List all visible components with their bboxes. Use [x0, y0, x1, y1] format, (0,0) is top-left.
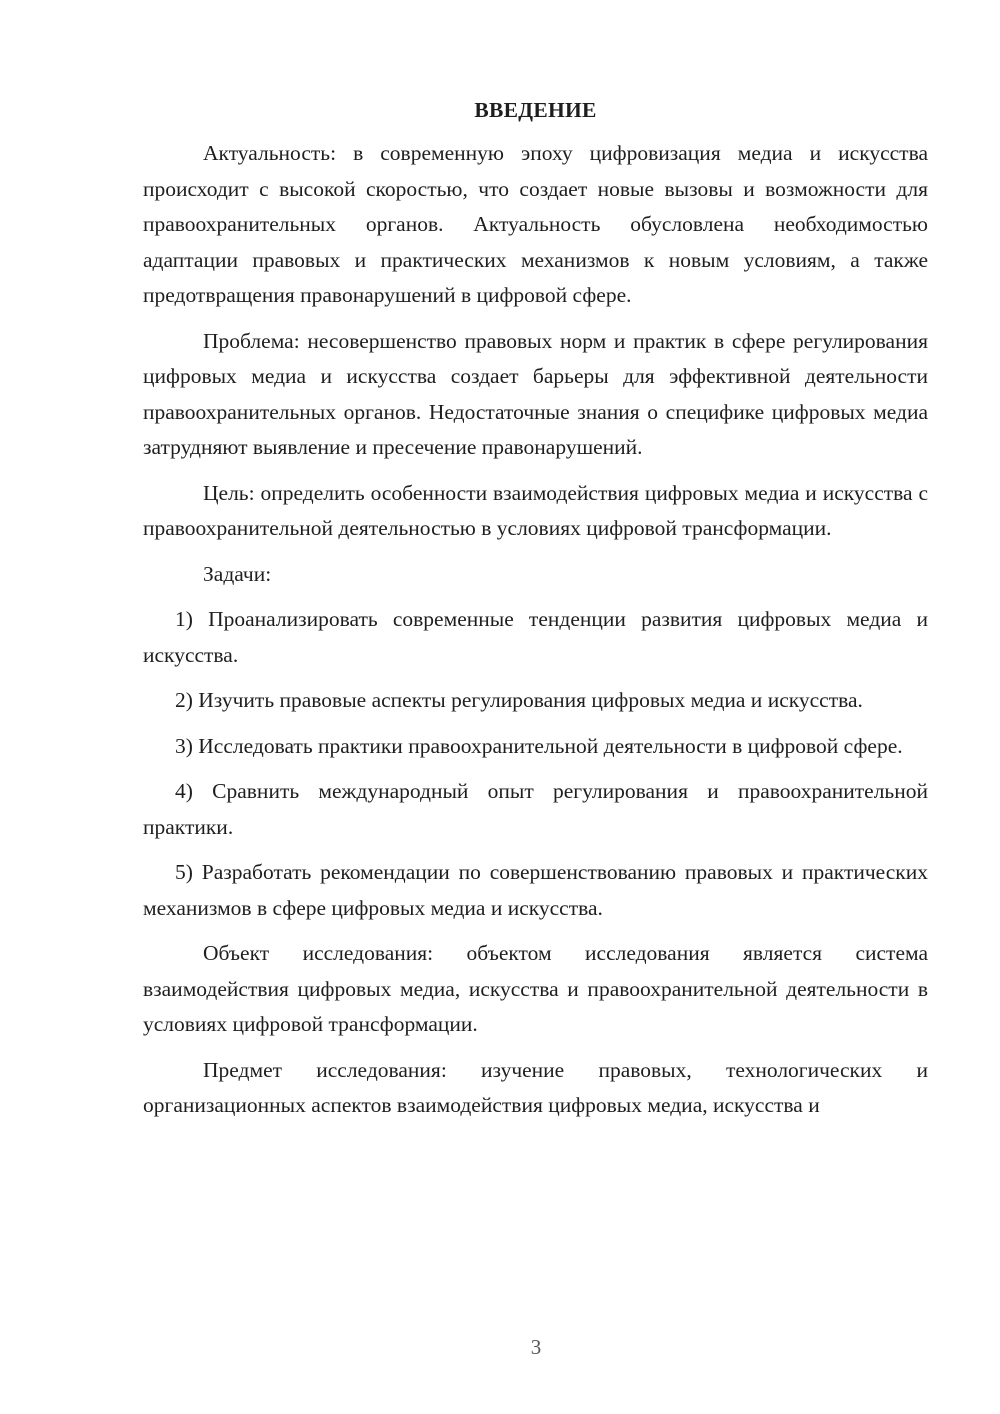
task-item-2: 2) Изучить правовые аспекты регулирования цифровых медиа и искусства. [175, 688, 863, 712]
paragraph-object: Объект исследования: объектом исследования является система взаимодействия цифровых медиа, искусства и правоохранительной деятельности в условиях цифровой трансформации. [143, 941, 928, 1036]
paragraph-problem: Проблема: несовершенство правовых норм и практик в сфере регулирования цифровых медиа и искусства создает барьеры для эффективной деятельности правоохранительных органов. Недостаточные знания о специфике цифровых медиа затрудняют выявление и пресечение правонарушений. [143, 328, 928, 459]
tasks-heading: Задачи: [203, 561, 272, 586]
page-title: ВВЕДЕНИЕ [474, 98, 597, 122]
page-content [143, 96, 928, 1134]
task-item-3: 3) Исследовать практики правоохранительной деятельности в цифровой сфере. [175, 733, 903, 758]
paragraph-goal: Цель: определить особенности взаимодействия цифровых медиа и искусства с правоохранительной деятельностью в условиях цифровой трансформации. [143, 480, 928, 540]
task-item-5: 5) Разработать рекомендации по совершенствованию правовых и практических механизмов в сфере цифровых медиа и искусства. [143, 860, 928, 920]
paragraph-subject: Предмет исследования: изучение правовых, технологических и организационных аспектов взаимодействия цифровых медиа, искусства и [143, 1057, 928, 1117]
paragraph-relevance: Актуальность: в современную эпоху цифровизация медиа и искусства происходит с высокой скоростью, что создает новые вызовы и возможности для правоохранительных органов. Актуальность обусловлена необходимостью адаптации правовых и практических механизмов к новым условиям, а также предотвращения правонарушений в цифровой сфере. [143, 141, 928, 307]
task-item-1: 1) Проанализировать современные тенденции развития цифровых медиа и искусства. [143, 607, 928, 667]
task-item-4: 4) Сравнить международный опыт регулирования и правоохранительной практики. [143, 779, 928, 839]
page-number: 3 [530, 1335, 542, 1359]
